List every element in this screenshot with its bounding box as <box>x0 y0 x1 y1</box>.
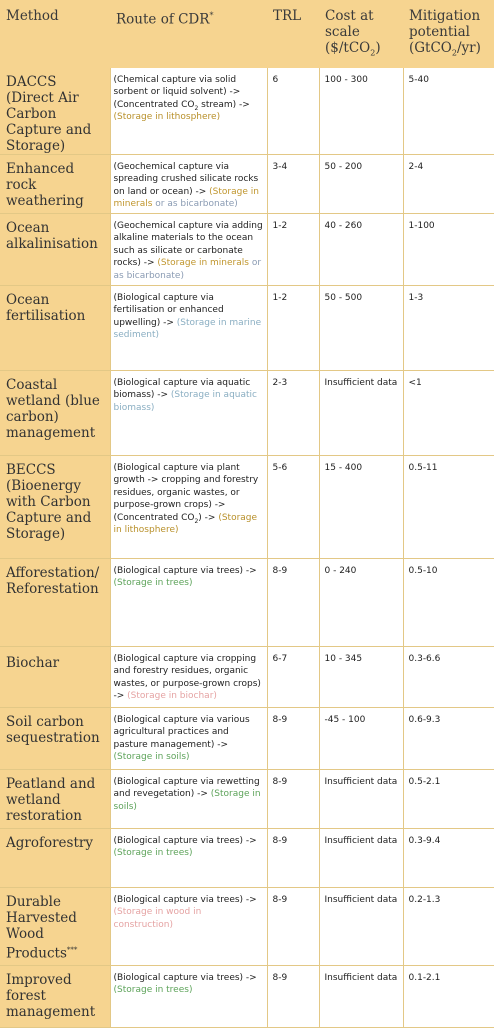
method-cell: Soil carbon sequestration <box>0 707 110 769</box>
storage-label: (Storage in marine sediment) <box>113 317 262 341</box>
cost-cell: Insufficient data <box>319 965 403 1027</box>
storage-label: (Storage in lithosphere) <box>113 512 258 536</box>
method-cell: Durable Harvested Wood Products*** <box>0 887 110 965</box>
mitigation-cell: 1-3 <box>403 285 494 370</box>
route-cell: (Biological capture via aquatic biomass) -> (Storage in aquatic biomass) <box>110 370 267 455</box>
trl-cell: 3-4 <box>267 154 319 213</box>
route-cell: (Biological capture via rewetting and revegetation) -> (Storage in soils) <box>110 769 267 828</box>
storage-label: (Storage in soils) <box>113 752 190 763</box>
cost-cell: -45 - 100 <box>319 707 403 769</box>
method-cell: Ocean fertilisation <box>0 285 110 370</box>
route-cell: (Biological capture via trees) -> (Storage in trees) <box>110 558 267 646</box>
mitigation-cell: 1-100 <box>403 213 494 285</box>
route-cell: (Biological capture via trees) -> (Storage in wood in construction) <box>110 887 267 965</box>
mitigation-cell: 2-4 <box>403 154 494 213</box>
cost-cell: 40 - 260 <box>319 213 403 285</box>
table-row <box>0 558 494 646</box>
route-cell: (Geochemical capture via spreading crushed silicate rocks on land or ocean) -> (Storage in minerals or as bicarbonate) <box>110 154 267 213</box>
header-route: Route of CDR* <box>110 0 267 68</box>
storage-label: (Storage in soils) <box>113 789 261 812</box>
table-row <box>0 285 494 370</box>
storage-label: (Storage in minerals <box>113 186 259 210</box>
trl-cell: 8-9 <box>267 558 319 646</box>
storage-label: (Storage in biochar) <box>127 691 217 702</box>
table-row <box>0 154 494 213</box>
mitigation-cell: 0.3-6.6 <box>403 646 494 707</box>
method-cell: Improved forest management <box>0 965 110 1027</box>
storage-label: (Storage in trees) <box>113 578 193 589</box>
trl-cell: 8-9 <box>267 769 319 828</box>
storage-label: (Storage in aquatic biomass) <box>113 390 257 413</box>
route-cell: (Biological capture via trees) -> (Storage in trees) <box>110 965 267 1027</box>
method-cell: Afforestation/ Reforestation <box>0 558 110 646</box>
route-cell: (Biological capture via various agricultural practices and pasture management) -> (Storage in soils) <box>110 707 267 769</box>
cost-cell: 50 - 200 <box>319 154 403 213</box>
header-mitigation: Mitigation potential (GtCO$_2$/yr) <box>403 0 494 68</box>
storage-label-secondary: or as bicarbonate) <box>113 258 262 281</box>
storage-label: (Storage in wood in construction) <box>113 907 202 930</box>
route-cell: (Biological capture via fertilisation or enhanced upwelling) -> (Storage in marine sediment) <box>110 285 267 370</box>
table-row <box>0 707 494 769</box>
trl-cell: 8-9 <box>267 828 319 887</box>
table-row <box>0 769 494 828</box>
table-row <box>0 828 494 887</box>
mitigation-cell: <1 <box>403 370 494 455</box>
cost-cell: Insufficient data <box>319 887 403 965</box>
cost-cell: 10 - 345 <box>319 646 403 707</box>
trl-cell: 2-3 <box>267 370 319 455</box>
method-cell: Ocean alkalinisation <box>0 213 110 285</box>
cost-cell: Insufficient data <box>319 828 403 887</box>
method-cell: Agroforestry <box>0 828 110 887</box>
trl-cell: 8-9 <box>267 965 319 1027</box>
mitigation-cell: 0.5-11 <box>403 455 494 558</box>
route-cell: (Chemical capture via solid sorbent or liquid solvent) -> (Concentrated $CO_2$ stream) -> (Storage in lithosphere) <box>110 68 267 155</box>
header-trl: TRL <box>267 0 319 68</box>
route-cell: (Biological capture via plant growth -> cropping and forestry residues, organic wastes, or purpose-grown crops) -> (Concentrated $CO_2$) -> (Storage in lithosphere) <box>110 455 267 558</box>
header-cost: Cost at scale ($/tCO$_2$) <box>319 0 403 68</box>
storage-label: (Storage in minerals <box>157 258 249 269</box>
trl-cell: 1-2 <box>267 285 319 370</box>
mitigation-cell: 0.2-1.3 <box>403 887 494 965</box>
cost-cell: Insufficient data <box>319 769 403 828</box>
table-row <box>0 646 494 707</box>
mitigation-cell: 0.3-9.4 <box>403 828 494 887</box>
cost-cell: 50 - 500 <box>319 285 403 370</box>
trl-cell: 8-9 <box>267 707 319 769</box>
method-cell: Enhanced rock weathering <box>0 154 110 213</box>
method-cell: BECCS (Bioenergy with Carbon Capture and Storage) <box>0 455 110 558</box>
method-cell: Biochar <box>0 646 110 707</box>
route-cell: (Biological capture via trees) -> (Storage in trees) <box>110 828 267 887</box>
mitigation-cell: 0.1-2.1 <box>403 965 494 1027</box>
table-row <box>0 213 494 285</box>
route-cell: (Geochemical capture via adding alkaline materials to the ocean such as silicate or carbonate rocks) -> (Storage in minerals or as bicarbonate) <box>110 213 267 285</box>
trl-cell: 5-6 <box>267 455 319 558</box>
storage-label: (Storage in trees) <box>113 985 193 996</box>
cost-cell: 100 - 300 <box>319 68 403 155</box>
cost-cell: Insufficient data <box>319 370 403 455</box>
method-cell: Peatland and wetland restoration <box>0 769 110 828</box>
trl-cell: 8-9 <box>267 887 319 965</box>
mitigation-cell: 5-40 <box>403 68 494 155</box>
table-row <box>0 370 494 455</box>
header-method: Method <box>0 0 110 68</box>
method-cell: DACCS (Direct Air Carbon Capture and Storage) <box>0 68 110 155</box>
table-header-row <box>0 0 494 68</box>
storage-label-secondary: or as bicarbonate) <box>152 199 238 210</box>
table-row <box>0 965 494 1027</box>
table-row <box>0 68 494 155</box>
mitigation-cell: 0.5-2.1 <box>403 769 494 828</box>
cost-cell: 0 - 240 <box>319 558 403 646</box>
route-cell: (Biological capture via cropping and forestry residues, organic wastes, or purpose-grown crops) -> (Storage in biochar) <box>110 646 267 707</box>
mitigation-cell: 0.6-9.3 <box>403 707 494 769</box>
mitigation-cell: 0.5-10 <box>403 558 494 646</box>
table-row <box>0 455 494 558</box>
table-row <box>0 887 494 965</box>
storage-label: (Storage in lithosphere) <box>113 112 221 123</box>
trl-cell: 6-7 <box>267 646 319 707</box>
storage-label: (Storage in trees) <box>113 848 193 859</box>
cost-cell: 15 - 400 <box>319 455 403 558</box>
method-cell: Coastal wetland (blue carbon) management <box>0 370 110 455</box>
trl-cell: 1-2 <box>267 213 319 285</box>
trl-cell: 6 <box>267 68 319 155</box>
